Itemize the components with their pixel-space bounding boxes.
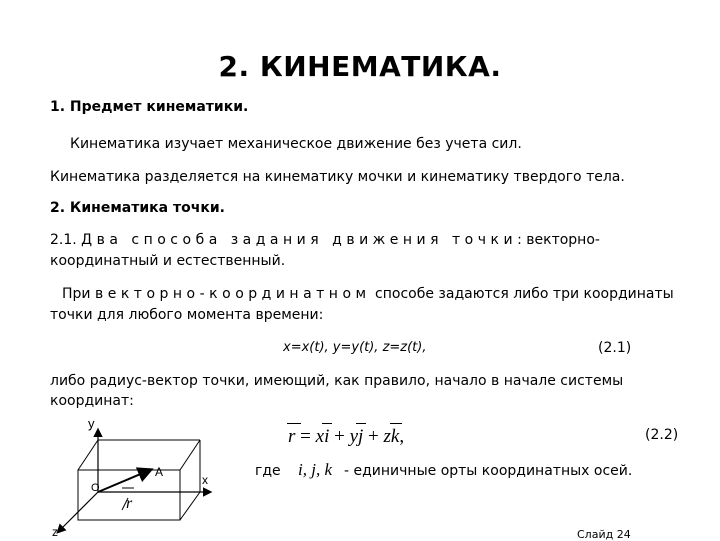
unit-i: i (324, 425, 329, 449)
slide-title: 2. КИНЕМАТИКА. (218, 50, 502, 83)
paragraph-radius-line1: либо радиус-вектор точки, имеющий, как правило, начало в начале системы (50, 373, 624, 389)
coef-x: x (315, 426, 325, 447)
vector-r: r (288, 425, 295, 449)
equation-coordinates: x=x(t), y=y(t), z=z(t), (283, 340, 427, 355)
paragraph-division: Кинематика разделяется на кинематику мочки и кинематику твердого тела. (50, 169, 625, 185)
unit-vectors-list: i, j, k (298, 460, 332, 479)
where-label: где (255, 463, 281, 479)
y-axis-label: y (88, 416, 95, 431)
heading-point-kinematics: 2. Кинематика точки. (50, 200, 225, 216)
coef-y: y (349, 426, 358, 447)
box-edge-bottom-right (180, 492, 200, 520)
x-axis-label: x (202, 473, 208, 487)
vector-prefix: При (62, 286, 91, 302)
unit-j: j (358, 425, 363, 449)
slide-number: Слайд 24 (577, 528, 631, 541)
radius-vector-label: r (126, 495, 133, 512)
z-axis-label: z (52, 525, 58, 539)
equation-number-2-2: (2.2) (645, 427, 679, 443)
radius-vector-arrow (98, 470, 150, 492)
eq-sign: = (300, 426, 311, 447)
paragraph-methods-line2: координатный и естественный. (50, 253, 286, 269)
methods-suffix: : векторно- (517, 232, 600, 248)
box-edge-top-right (180, 440, 200, 470)
methods-spaced-text: Два способа задания движения точки (81, 232, 518, 248)
paragraph-vector-line2: точки для любого момента времени: (50, 307, 324, 323)
methods-number: 2.1. (50, 232, 77, 248)
coef-z: z (383, 426, 391, 447)
paragraph-definition: Кинематика изучает механическое движение без учета сил. (70, 136, 522, 152)
unit-k: k (391, 425, 399, 449)
vector-suffix: способе задаются либо три координаты (375, 286, 674, 302)
origin-label: O (91, 482, 100, 494)
where-description: - единичные орты координатных осей. (344, 463, 633, 479)
point-label: A (155, 465, 164, 479)
heading-subject: 1. Предмет кинематики. (50, 99, 249, 115)
formula-comma: , (399, 426, 405, 447)
plus-sign-2: + (368, 426, 379, 447)
equation-number-2-1: (2.1) (598, 340, 632, 356)
plus-sign-1: + (334, 426, 345, 447)
vector-spaced-text: векторно-координатном (94, 286, 371, 302)
box-edge-top-left (78, 440, 98, 470)
paragraph-radius-line2: координат: (50, 393, 134, 409)
